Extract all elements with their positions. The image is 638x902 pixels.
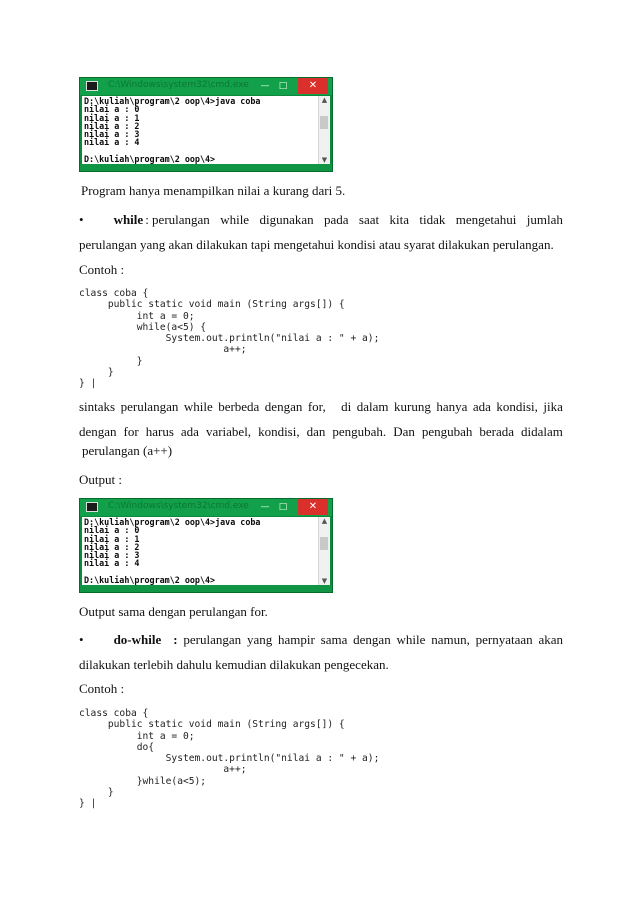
console-screen <box>82 96 318 165</box>
console-scrollbar[interactable] <box>318 96 330 165</box>
scroll-up-icon[interactable]: ▲ <box>321 96 328 104</box>
while-code-example: class coba { public static void main (String args[]) { int a = 0; while(a<5) { System.out.println("nilai a : " + a); a++; } } } | <box>79 288 380 390</box>
program-description: Program hanya menampilkan nilai a kurang dari 5. <box>81 183 346 198</box>
console-title: C:\Windows\system32\cmd.exe <box>108 501 249 511</box>
sintaks-line-1: sintaks perulangan while berbeda dengan for, di dalam kurung hanya ada kondisi, jika <box>79 399 563 414</box>
maximize-icon[interactable]: □ <box>278 81 288 91</box>
scroll-up-icon[interactable]: ▲ <box>321 517 328 525</box>
scroll-thumb[interactable] <box>320 537 328 550</box>
console-window-2 <box>79 498 333 593</box>
scroll-down-icon[interactable]: ▼ <box>321 577 328 585</box>
console-app-icon <box>86 81 98 91</box>
console-titlebar <box>80 499 332 516</box>
console-title: C:\Windows\system32\cmd.exe <box>108 80 249 90</box>
console-app-icon <box>86 502 98 512</box>
console-output: D:\kuliah\program\2 oop\4>java coba nilai a : 0 nilai a : 1 nilai a : 2 nilai a : 3 nilai a : 4 D:\kuliah\program\2 oop\4> <box>84 96 261 165</box>
maximize-icon[interactable]: □ <box>278 502 288 512</box>
dowhile-code-example: class coba { public static void main (String args[]) { int a = 0; do{ System.out.println("nilai a : " + a); a++; }while(a<5); } } | <box>79 708 380 810</box>
console-titlebar <box>80 78 332 95</box>
close-icon[interactable]: ✕ <box>298 499 328 515</box>
scroll-down-icon[interactable]: ▼ <box>321 156 328 164</box>
bullet-icon: • while : perulangan <box>79 212 210 227</box>
contoh-label-1: Contoh : <box>79 262 125 277</box>
contoh-label-2: Contoh : <box>79 681 125 696</box>
dowhile-term: do-while <box>113 632 162 647</box>
sintaks-line-3: perulangan (a++) <box>82 443 173 458</box>
console-screen <box>82 517 318 586</box>
output-label: Output : <box>79 472 122 487</box>
minimize-icon[interactable]: — <box>260 502 270 512</box>
while-description: perulangan yang akan dilakukan tapi mengetahui kondisi atau syarat dilakukan perulangan. <box>79 237 554 252</box>
sintaks-line-2: dengan for harus ada variabel, kondisi, dan pengubah. Dan pengubah berada didalam <box>79 424 563 439</box>
console-window-1 <box>79 77 333 172</box>
while-term: while <box>113 212 144 227</box>
while-bullet-line: • while : perulangan while digunakan pada saat kita tidak mengetahui jumlah <box>79 212 563 227</box>
console-bottom-border <box>80 164 332 171</box>
console-scrollbar[interactable] <box>318 517 330 586</box>
minimize-icon[interactable]: — <box>260 81 270 91</box>
console-output: D:\kuliah\program\2 oop\4>java coba nilai a : 0 nilai a : 1 nilai a : 2 nilai a : 3 nilai a : 4 D:\kuliah\program\2 oop\4> <box>84 517 261 586</box>
dowhile-description: dilakukan terlebih dahulu kemudian dilakukan pengecekan. <box>79 657 389 672</box>
bullet-icon: • do-while : <box>79 632 178 647</box>
close-icon[interactable]: ✕ <box>298 78 328 94</box>
scroll-thumb[interactable] <box>320 116 328 129</box>
dowhile-bullet-line: • do-while : perulangan yang hampir sama dengan while namun, pernyataan akan <box>79 632 563 647</box>
output-same-note: Output sama dengan perulangan for. <box>79 604 268 619</box>
console-bottom-border <box>80 585 332 592</box>
